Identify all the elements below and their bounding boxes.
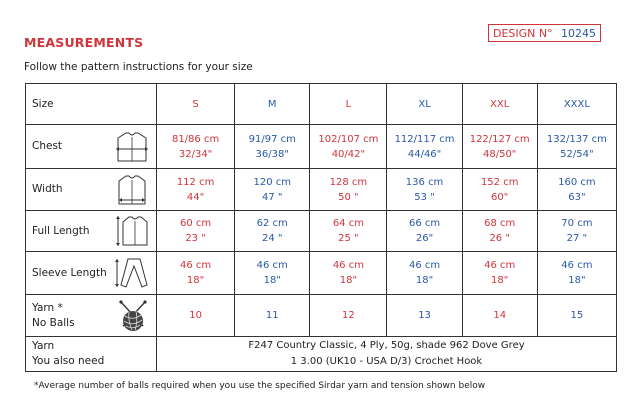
sleeve-length-cell-l: 46 cm 18"	[310, 252, 387, 295]
width-cell-xl: 136 cm 53 "	[387, 169, 462, 211]
full-length-cell-xxl: 68 cm 26 "	[462, 211, 537, 252]
width-garment-icon	[114, 173, 150, 207]
width-cell-m: 120 cm 47 "	[235, 169, 310, 211]
yarn-balls-cell-xl: 13	[387, 295, 462, 337]
full-length-garment-icon	[114, 214, 150, 248]
full-length-label: Full Length	[32, 224, 90, 237]
width-row	[26, 169, 617, 211]
crochet-hook-text: 1 3.00 (UK10 - USA D/3) Crochet Hook	[290, 356, 483, 367]
yarn-balls-cell-s: 10	[156, 295, 234, 337]
chest-row	[26, 125, 617, 169]
size-header-m: M	[235, 84, 310, 125]
full-length-row	[26, 211, 617, 252]
yarn-need-label: Yarn	[32, 340, 55, 352]
yarn-spec-text: F247 Country Classic, 4 Ply, 50g, shade 962 Dove Grey	[248, 340, 525, 351]
chest-cell-s: 81/86 cm 32/34"	[156, 125, 234, 169]
sleeve-length-cell-s: 46 cm 18"	[156, 252, 234, 295]
width-cell-l: 128 cm 50 "	[310, 169, 387, 211]
full-length-cell-s: 60 cm 23 "	[156, 211, 234, 252]
full-length-cell-xxxl: 70 cm 27 "	[537, 211, 616, 252]
yarn-balls-cell-xxxl: 15	[537, 295, 616, 337]
page-title: MEASUREMENTS	[24, 35, 144, 50]
you-also-need-label: You also need	[32, 355, 105, 367]
width-cell-xxl: 152 cm 60"	[462, 169, 537, 211]
chest-cell-xxl: 122/127 cm 48/50"	[462, 125, 537, 169]
sleeve-length-cell-xxl: 46 cm 18"	[462, 252, 537, 295]
full-length-cell-xl: 66 cm 26"	[387, 211, 462, 252]
sleeve-length-label: Sleeve Length	[32, 266, 107, 279]
design-label: DESIGN N°	[493, 26, 553, 40]
yarn-balls-cell-xxl: 14	[462, 295, 537, 337]
chest-garment-icon	[114, 130, 150, 164]
footnote: *Average number of balls required when you use the specified Sirdar yarn and tension shown below	[34, 381, 486, 391]
size-row	[26, 84, 617, 125]
yarn-label: Yarn *	[32, 301, 63, 314]
width-label: Width	[32, 183, 63, 195]
yarn-balls-cell-m: 11	[235, 295, 310, 337]
sleeve-length-cell-xl: 46 cm 18"	[387, 252, 462, 295]
chest-label: Chest	[32, 140, 63, 152]
size-header-s: S	[156, 84, 234, 125]
no-balls-label: No Balls	[32, 316, 75, 329]
sleeve-length-cell-xxxl: 46 cm 18"	[537, 252, 616, 295]
you-also-need-text	[156, 337, 616, 372]
sleeve-length-row	[26, 252, 617, 295]
width-cell-xxxl: 160 cm 63"	[537, 169, 616, 211]
design-number: 10245	[561, 26, 596, 40]
design-number-box	[488, 24, 601, 42]
chest-cell-l: 102/107 cm 40/42"	[310, 125, 387, 169]
full-length-cell-l: 64 cm 25 "	[310, 211, 387, 252]
yarn-ball-needles-icon	[116, 299, 150, 333]
sleeve-length-icon	[114, 256, 150, 290]
chest-cell-xl: 112/117 cm 44/46"	[387, 125, 462, 169]
size-header-xxxl: XXXL	[537, 84, 616, 125]
you-also-need-row	[26, 337, 617, 372]
size-header-l: L	[310, 84, 387, 125]
size-label: Size	[32, 97, 54, 110]
width-cell-s: 112 cm 44"	[156, 169, 234, 211]
yarn-balls-cell-l: 12	[310, 295, 387, 337]
sleeve-length-cell-m: 46 cm 18"	[235, 252, 310, 295]
measurements-table	[25, 83, 617, 372]
size-header-xxl: XXL	[462, 84, 537, 125]
full-length-cell-m: 62 cm 24 "	[235, 211, 310, 252]
size-header-xl: XL	[387, 84, 462, 125]
yarn-balls-row	[26, 295, 617, 337]
chest-cell-xxxl: 132/137 cm 52/54"	[537, 125, 616, 169]
intro-text: Follow the pattern instructions for your size	[24, 61, 253, 73]
chest-cell-m: 91/97 cm 36/38"	[235, 125, 310, 169]
